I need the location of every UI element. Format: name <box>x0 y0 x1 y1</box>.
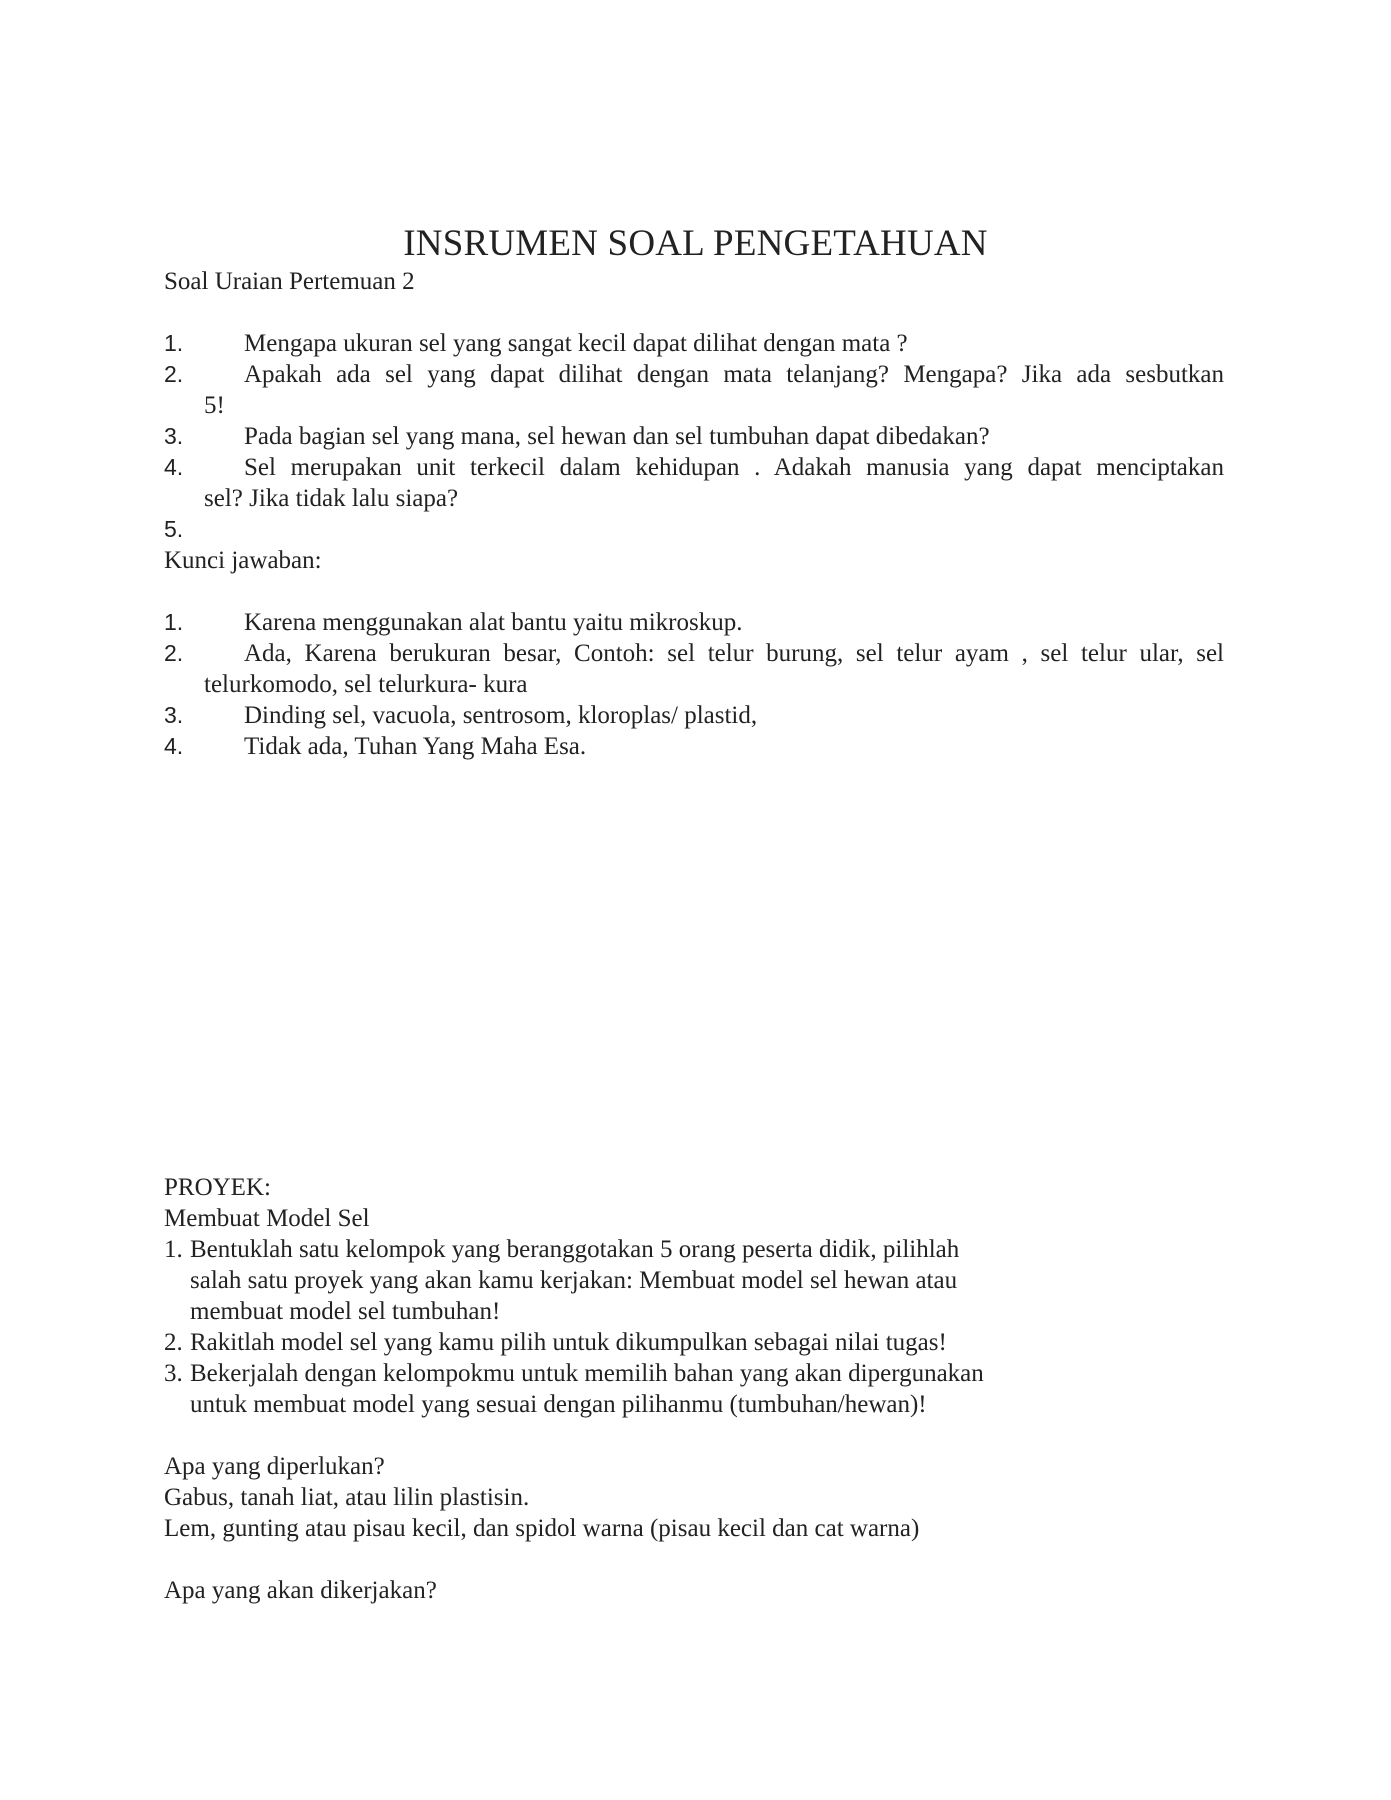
item-text-continued: membuat model sel tumbuhan! <box>190 1298 501 1325</box>
item-text-continued: salah satu proyek yang akan kamu kerjakan: Membuat model sel hewan atau <box>190 1267 958 1294</box>
item-number: 3. <box>164 1360 183 1387</box>
project-heading: PROYEK: <box>164 1174 271 1201</box>
needs-line: Lem, gunting atau pisau kecil, dan spidol warna (pisau kecil dan cat warna) <box>164 1515 920 1542</box>
item-text: Pada bagian sel yang mana, sel hewan dan sel tumbuhan dapat dibedakan? <box>244 423 990 450</box>
item-text: Sel merupakan unit terkecil dalam kehidupan . Adakah manusia yang dapat menciptakan <box>244 454 1224 481</box>
needs-heading: Apa yang diperlukan? <box>164 1453 385 1480</box>
subtitle: Soal Uraian Pertemuan 2 <box>164 268 415 295</box>
item-text: Dinding sel, vacuola, sentrosom, kloroplas/ plastid, <box>244 702 758 729</box>
item-number: 4. <box>164 454 184 480</box>
page-title: INSRUMEN SOAL PENGETAHUAN <box>403 223 988 264</box>
item-text: Karena menggunakan alat bantu yaitu mikroskup. <box>244 609 743 636</box>
item-text-continued: untuk membuat model yang sesuai dengan pilihanmu (tumbuhan/hewan)! <box>190 1391 927 1418</box>
item-number: 2. <box>164 1329 183 1356</box>
item-text-continued: sel? Jika tidak lalu siapa? <box>204 485 459 512</box>
item-text: Ada, Karena berukuran besar, Contoh: sel telur burung, sel telur ayam , sel telur ular, sel <box>244 640 1224 667</box>
item-number: 1. <box>164 1236 183 1263</box>
item-number: 2. <box>164 640 184 666</box>
item-number: 1. <box>164 330 184 356</box>
item-number: 1. <box>164 609 184 635</box>
todo-heading: Apa yang akan dikerjakan? <box>164 1577 437 1604</box>
item-text-continued: 5! <box>204 392 225 419</box>
item-text: Tidak ada, Tuhan Yang Maha Esa. <box>244 733 587 760</box>
item-text: Bekerjalah dengan kelompokmu untuk memilih bahan yang akan dipergunakan <box>190 1360 984 1387</box>
item-number: 4. <box>164 733 184 759</box>
item-number: 5. <box>164 516 184 542</box>
project-subheading: Membuat Model Sel <box>164 1205 370 1232</box>
needs-line: Gabus, tanah liat, atau lilin plastisin. <box>164 1484 530 1511</box>
item-number: 3. <box>164 423 184 449</box>
item-text: Bentuklah satu kelompok yang beranggotakan 5 orang peserta didik, pilihlah <box>190 1236 960 1263</box>
answer-heading: Kunci jawaban: <box>164 547 322 574</box>
item-number: 3. <box>164 702 184 728</box>
item-text-continued: telurkomodo, sel telurkura- kura <box>204 671 528 698</box>
item-text: Mengapa ukuran sel yang sangat kecil dapat dilihat dengan mata ? <box>244 330 908 357</box>
item-text: Apakah ada sel yang dapat dilihat dengan mata telanjang? Mengapa? Jika ada sesbutkan <box>244 361 1224 388</box>
item-number: 2. <box>164 361 184 387</box>
item-text: Rakitlah model sel yang kamu pilih untuk dikumpulkan sebagai nilai tugas! <box>190 1329 947 1356</box>
